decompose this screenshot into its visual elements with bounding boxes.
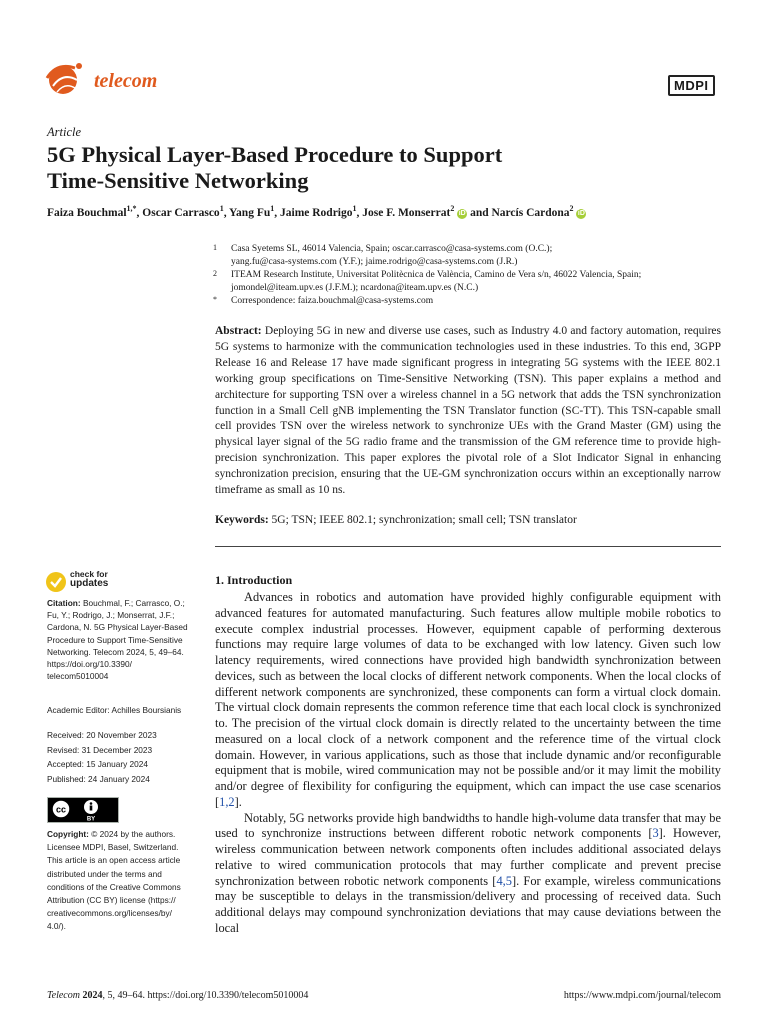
- keywords: [215, 514, 721, 526]
- citation-line[interactable]: telecom5010004: [47, 671, 109, 682]
- copyright-line: distributed under the terms and: [47, 868, 162, 879]
- academic-editor: Academic Editor: Achilles Boursianis: [47, 705, 182, 715]
- footer-journal-url[interactable]: https://www.mdpi.com/journal/telecom: [563, 990, 721, 1001]
- check-for-updates-badge[interactable]: [45, 569, 135, 595]
- journal-logo: [41, 58, 87, 98]
- journal-name[interactable]: telecom: [94, 70, 158, 92]
- orcid-icon[interactable]: iD: [458, 209, 466, 217]
- text-run: ].: [234, 794, 242, 809]
- author-separator: and: [467, 206, 492, 219]
- keywords-text: 5G; TSN; IEEE 802.1; synchronization; small cell; TSN translator: [271, 514, 577, 526]
- title-line: Time-Sensitive Networking: [47, 168, 309, 193]
- author-name: Jose F. Monserrat: [362, 206, 451, 219]
- author-separator: ,: [223, 206, 230, 219]
- corresponding-mark: *: [132, 204, 137, 213]
- author-name: Narcís Cardona: [491, 206, 570, 219]
- text-run: Advances in robotics and automation have provided highly configurable equipment with advanced features for automated manufacturing. Such features allow multiple mobile robotics to execute complex industrial processes. However, equipment capable of performing dexterous functions may require large volumes of data to be exchanged with low latency. Given such low latency requirements, wired connections have provided high bandwidth synchronization between devices, such as between the local clocks of different network components. When the local clocks of different network components are synchronized, these components can form a virtual clock domain. The virtual clock domain represents the common reference time that each local clock is synchronized to. The precision of the virtual clock domain is directly related to the uncertainty between the time measured on a local clock of a network component and the reference time of the virtual clock domain. However, in various applications, such as those that include dynamic and/or reconfigurable equipment that is mobile, wired communication may not be possible and/or it may limit the mobility and/or degree of flexibility for configuring the equipment, which can impact the use case scenarios [: [215, 590, 721, 809]
- publication-dates: [47, 728, 157, 786]
- text-run: ]. However, wireless communication between network components often includes additional associated delays relative to wired communication protocols that may further complicate and prevent precise synchronization between robotic network components [: [215, 826, 722, 888]
- author-list: [47, 204, 586, 219]
- affiliation-line: ITEAM Research Institute, Universitat Politècnica de València, Camino de Vera s/n, 46022 Valencia, Spain;: [231, 270, 642, 280]
- affiliation-line: Correspondence: faiza.bouchmal@casa-systems.com: [231, 296, 434, 306]
- affiliation-line: yang.fu@casa-systems.com (Y.F.); jaime.rodrigo@casa-systems.com (J.R.): [231, 257, 518, 267]
- copyright-line: Licensee MDPI, Basel, Switzerland.: [47, 842, 179, 853]
- publication-date: Revised: 31 December 2023: [47, 744, 153, 755]
- section-divider: [215, 546, 721, 547]
- citation-link[interactable]: 3: [652, 826, 659, 841]
- author-separator: ,: [136, 206, 143, 219]
- footer-year: 2024: [82, 990, 103, 1001]
- author-affiliation-mark: 1: [219, 204, 224, 213]
- author-affiliation-mark: 1,: [126, 204, 133, 213]
- author-affiliation-mark: 1: [352, 204, 357, 213]
- author-separator: ,: [274, 206, 280, 219]
- article-title: [47, 142, 727, 194]
- citation-line: Procedure to Support Time-Sensitive: [47, 634, 183, 645]
- copyright-line[interactable]: 4.0/).: [47, 921, 66, 932]
- copyright-line: This article is an open access article: [47, 855, 181, 866]
- author-name: Yang Fu: [229, 206, 271, 219]
- abstract: [215, 324, 721, 499]
- author-name: Oscar Carrasco: [142, 206, 220, 219]
- check-updates-icon: [45, 571, 67, 593]
- abstract-text: Deploying 5G in new and diverse use cases, such as Industry 4.0 and factory automation, requires 5G systems to harmonize with the communication technologies used in these industries. To this end, 3GPP Release 16 and Release 17 have made significant progress in integrating 5G systems with the IEEE 802.1 working group specifications on Time-Sensitive Networking (TSN). This paper explains a method and architecture for supporting TSN over a wireless channel in a 5G network that adds the TSN synchronization function in a Small Cell gNB implementing the TSN Translator function (SC-TT). This TSN-capable small cell provides TSN over the wireless network to synchronize UEs with the Grand Master (GM) using the physical layer signal of the 5G radio frame and the transmission of the GM reference time to provide high-precision synchronization. This paper explores the pivotal role of a Slot Indicator Signal in enhancing synchronization precision, ensuring that the UE-GM synchronization occurs within an exceptionally narrow timeframe as small as 10 ns.: [215, 325, 722, 497]
- paragraph: [215, 811, 721, 937]
- citation-line: Bouchmal, F.; Carrasco, O.;: [80, 598, 185, 608]
- citation-line[interactable]: https://doi.org/10.3390/: [47, 659, 132, 670]
- citation-line: Fu, Y.; Rodrigo, J.; Monserrat, J.F.;: [47, 610, 175, 621]
- publication-date: Accepted: 15 January 2024: [47, 759, 149, 769]
- footer-details: , 5, 49–64. https://doi.org/10.3390/telecom5010004: [102, 990, 309, 1001]
- author-name: Jaime Rodrigo: [280, 206, 353, 219]
- citation-line: Cardona, N. 5G Physical Layer-Based: [47, 622, 188, 633]
- affiliation-mark: 1: [213, 243, 217, 252]
- publisher-logo[interactable]: MDPI: [668, 75, 715, 96]
- citation-block: [47, 597, 207, 682]
- affiliation-line: Casa Syetems SL, 46014 Valencia, Spain; oscar.carrasco@casa-systems.com (O.C.);: [231, 244, 553, 254]
- text-run: ]. For example, wireless communications may be susceptible to delays in the transmission/delivery and processing of received data. Such additional delays may compound synchronization deviations that may cause deviations between the local: [215, 873, 721, 935]
- cc-by-license-icon[interactable]: [47, 797, 119, 823]
- affiliations: [213, 243, 733, 308]
- check-updates-line2: updates: [70, 578, 109, 589]
- citation-line: Networking. Telecom 2024, 5, 49–64.: [47, 646, 184, 657]
- paragraph: [215, 590, 721, 811]
- author-affiliation-mark: 2: [450, 204, 455, 213]
- publication-date: Published: 24 January 2024: [47, 773, 150, 784]
- orcid-icon[interactable]: iD: [577, 209, 585, 217]
- copyright-line[interactable]: Attribution (CC BY) license (https://: [47, 895, 176, 906]
- author-affiliation-mark: 2: [569, 204, 574, 213]
- keywords-label: Keywords:: [215, 514, 269, 526]
- citation-link[interactable]: 1,2: [219, 794, 235, 809]
- title-line: 5G Physical Layer-Based Procedure to Support: [47, 142, 503, 167]
- svg-text:cc: cc: [55, 804, 67, 815]
- svg-text:BY: BY: [86, 816, 96, 823]
- author-affiliation-mark: 1: [270, 204, 275, 213]
- text-run: Notably, 5G networks provide high bandwidths to handle high-volume data transfer that may be used to synchronize instructions between different robotic network components [: [215, 810, 721, 841]
- check-updates-line1: check for: [70, 569, 108, 579]
- section-heading: 1. Introduction: [215, 573, 293, 587]
- copyright-line: conditions of the Creative Commons: [47, 881, 181, 892]
- copyright-line: © 2024 by the authors.: [88, 829, 176, 839]
- author-name: Faiza Bouchmal: [47, 206, 127, 219]
- copyright-label: Copyright:: [47, 829, 89, 839]
- article-type: Article: [47, 125, 82, 139]
- body-text: [215, 590, 721, 937]
- footer-citation: [47, 990, 308, 1001]
- footer-journal: Telecom: [47, 990, 80, 1001]
- copyright-line[interactable]: creativecommons.org/licenses/by/: [47, 908, 172, 919]
- citation-link[interactable]: 4,5: [496, 873, 512, 888]
- affiliation-line: jomondel@iteam.upv.es (J.F.M.); ncardona@iteam.upv.es (N.C.): [231, 283, 479, 293]
- author-separator: ,: [356, 206, 363, 219]
- copyright-notice: [47, 828, 207, 934]
- citation-label: Citation:: [47, 598, 81, 608]
- affiliation-mark: *: [213, 295, 217, 304]
- telecom-logo-icon: [41, 58, 87, 98]
- abstract-label: Abstract:: [215, 325, 262, 337]
- affiliation-mark: 2: [213, 269, 217, 278]
- publication-date: Received: 20 November 2023: [47, 730, 157, 740]
